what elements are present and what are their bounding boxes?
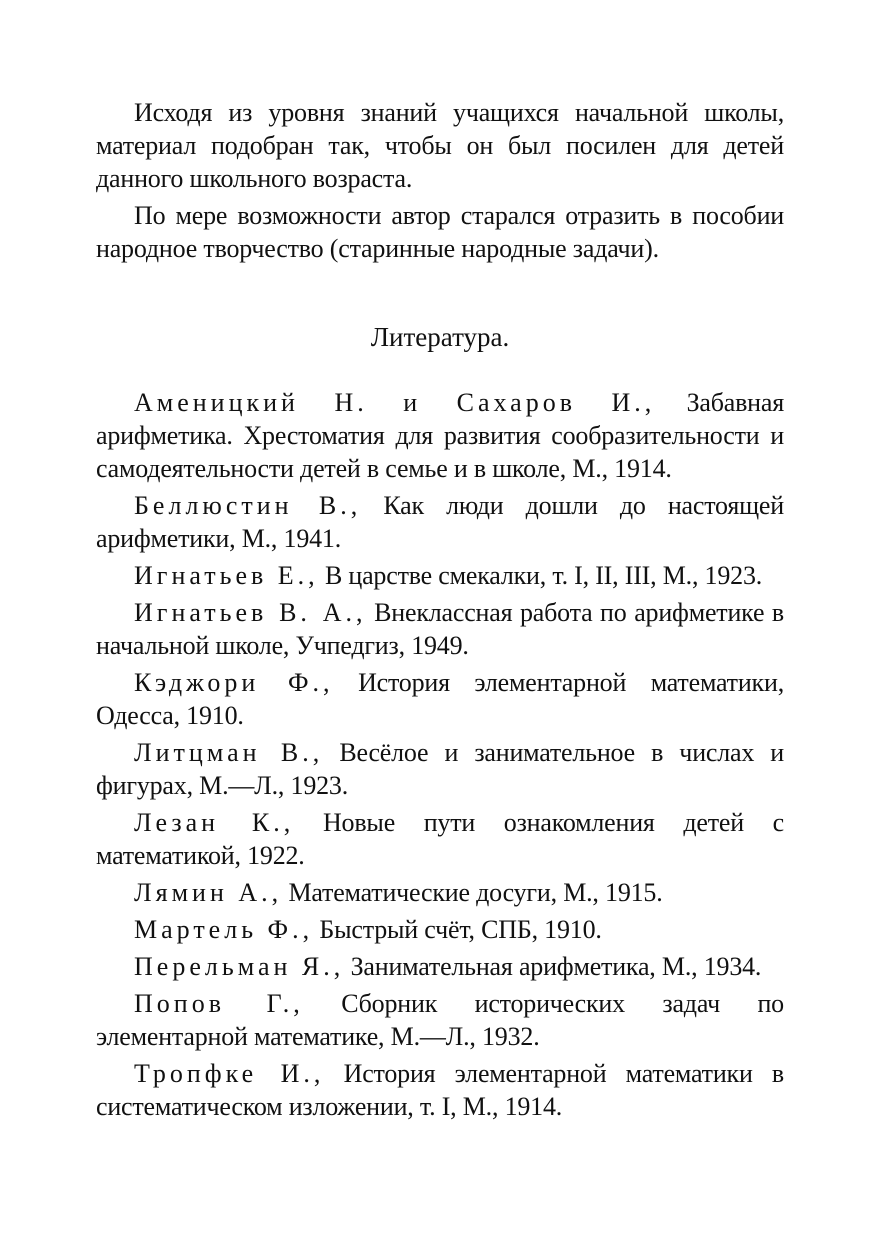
reference-item: [96, 596, 784, 662]
reference-author: Игнатьев В. А.,: [134, 598, 367, 627]
reference-text: Забавная арифметика. Хрестоматия для развития сообразительности и самодеятельности детей в семье и в школе, М., 1914.: [96, 388, 784, 483]
reference-author: Беллюстин В.,: [134, 491, 362, 520]
reference-author: Тропфке И.,: [134, 1059, 325, 1088]
reference-item: [96, 666, 784, 732]
reference-author: Лямин А.,: [134, 878, 283, 907]
reference-text: Сборник исторических задач по элементарной математике, М.—Л., 1932.: [96, 989, 784, 1051]
reference-item: [96, 806, 784, 872]
reference-text: Как люди дошли до настоящей арифметики, М., 1941.: [96, 491, 784, 553]
reference-text: История элементарной математики в систематическом изложении, т. I, М., 1914.: [96, 1059, 784, 1121]
reference-text: Занимательная арифметика, М., 1934.: [344, 952, 762, 981]
reference-item: [96, 386, 784, 485]
reference-text: Быстрый счёт, СПБ, 1910.: [313, 915, 602, 944]
page-content: [96, 96, 784, 1127]
reference-text: Новые пути ознакомления детей с математикой, 1922.: [96, 808, 784, 870]
reference-item: [96, 987, 784, 1053]
reference-author: Попов Г.,: [134, 989, 304, 1018]
reference-item: [96, 876, 784, 909]
literature-heading: Литература.: [370, 322, 510, 352]
reference-author: Игнатьев Е.,: [134, 561, 319, 590]
reference-author: Лезан К.,: [134, 808, 295, 837]
reference-text: Весёлое и занимательное в числах и фигурах, М.—Л., 1923.: [96, 738, 784, 800]
reference-list: [96, 386, 784, 1123]
intro-paragraph-1: Исходя из уровня знаний учащихся начальной школы, материал подобран так, чтобы он был посилен для детей данного школьного возраста.: [96, 98, 784, 193]
reference-author: Аменицкий Н. и Сахаров И.,: [134, 388, 656, 417]
reference-item: [96, 736, 784, 802]
reference-item: [96, 950, 784, 983]
reference-item: [96, 1057, 784, 1123]
reference-text: Внеклассная работа по арифметике в начальной школе, Учпедгиз, 1949.: [96, 598, 784, 660]
reference-text: В царстве смекалки, т. I, II, III, М., 1923.: [318, 561, 763, 590]
reference-text: Математические досуги, М., 1915.: [282, 878, 663, 907]
reference-text: История элементарной математики, Одесса, 1910.: [96, 668, 785, 730]
reference-author: Мартель Ф.,: [134, 915, 314, 944]
reference-author: Перельман Я.,: [134, 952, 345, 981]
reference-author: Кэджори Ф.,: [134, 668, 334, 697]
reference-item: [96, 913, 784, 946]
reference-item: [96, 559, 784, 592]
intro-paragraph-2: По мере возможности автор старался отразить в пособии народное творчество (старинные народные задачи).: [96, 201, 784, 263]
reference-author: Литцман В.,: [134, 738, 324, 767]
reference-item: [96, 489, 784, 555]
